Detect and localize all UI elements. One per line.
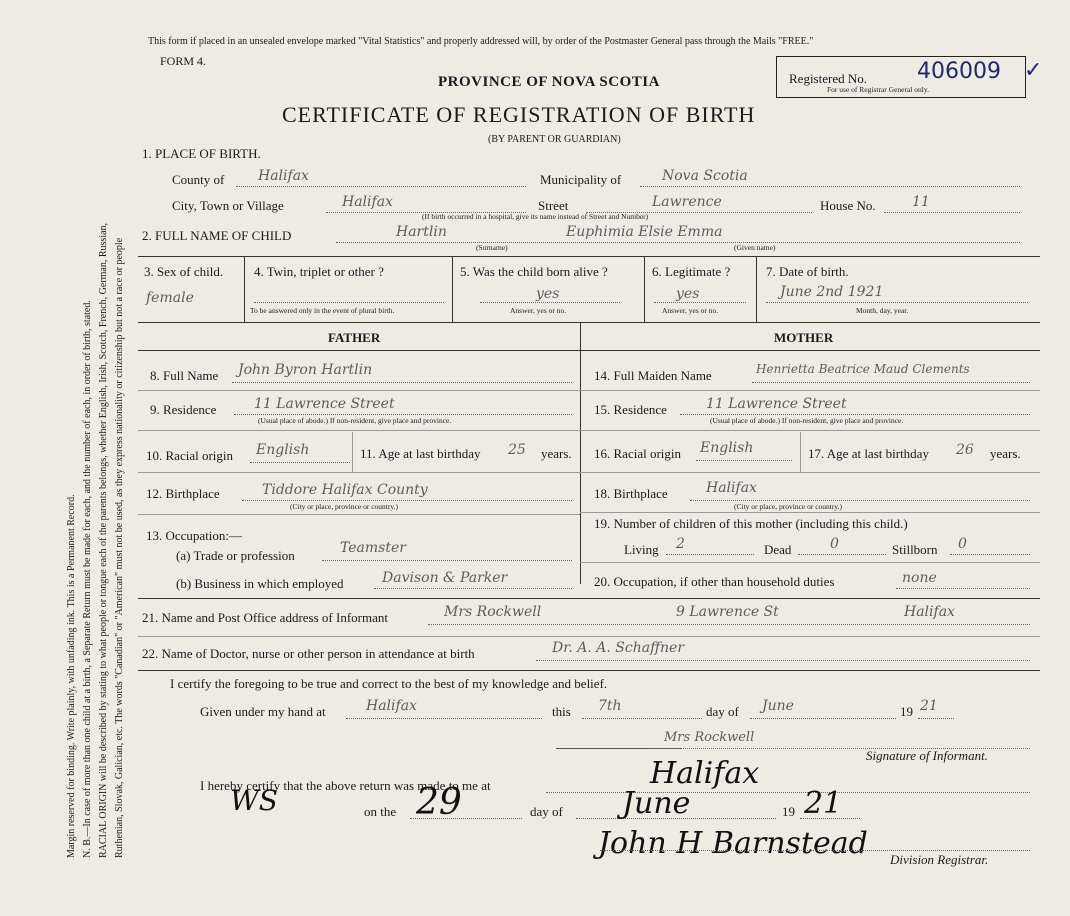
- registered-note: For use of Registrar General only.: [827, 85, 929, 94]
- margin-note-4: Ruthenian, Slovak, Galician, etc. The words "Canadian" or "American" must not be used, as they express nationality or citizenship but not a race or people: [114, 237, 125, 858]
- father-birthplace-value: Tiddore Halifax County: [262, 482, 428, 498]
- city-label: City, Town or Village: [172, 198, 284, 213]
- alive-value: yes: [536, 286, 560, 302]
- living-label: Living: [624, 542, 659, 557]
- street-label: Street: [538, 198, 569, 213]
- margin-note-3: RACIAL ORIGIN will be described by stating to what people or tongue each of the parents belongs, whether English, Irish, Scotch, French, German, Russian,: [98, 222, 109, 858]
- father-residence-value: 11 Lawrence Street: [254, 396, 395, 412]
- province-heading: PROVINCE OF NOVA SCOTIA: [438, 74, 660, 90]
- registrar-signature: John H Barnstead: [598, 826, 868, 861]
- margin-note-2: N. B.—In case of more than one child at a birth, a Separate Return must be made for each, and the number of each, in order of birth, stated.: [82, 300, 93, 858]
- certify-month: June: [762, 698, 794, 714]
- municipality-value: Nova Scotia: [662, 168, 748, 184]
- page-title: CERTIFICATE OF REGISTRATION OF BIRTH: [282, 102, 756, 127]
- county-value: Halifax: [258, 168, 309, 184]
- given-name-note: (Given name): [734, 243, 776, 252]
- twin-note: To be answered only in the event of plural birth.: [250, 306, 395, 315]
- father-birthplace-label: 12. Birthplace: [146, 486, 220, 501]
- registrar-year: 21: [804, 786, 843, 821]
- page-subtitle: (BY PARENT OR GUARDIAN): [488, 134, 621, 145]
- birth-date-note: Month, day, year.: [856, 306, 909, 315]
- certify-statement: I certify the foregoing to be true and correct to the best of my knowledge and belief.: [170, 676, 608, 691]
- margin-note-1: Margin reserved for binding. Write plainly, with unfading ink. This is a Permanent Record.: [66, 494, 77, 858]
- surname-note: (Surname): [476, 243, 508, 252]
- municipality-label: Municipality of: [540, 172, 622, 187]
- father-age-unit: years.: [541, 446, 572, 461]
- house-label: House No.: [820, 198, 876, 213]
- sex-label: 3. Sex of child.: [144, 264, 224, 279]
- registrar-on-label: on the: [364, 804, 397, 819]
- registrar-day-label: day of: [530, 804, 563, 819]
- living-value: 2: [676, 536, 685, 552]
- registrar-initials: WS: [230, 784, 278, 817]
- mother-race-value: English: [700, 440, 754, 456]
- street-value: Lawrence: [652, 194, 722, 210]
- doctor-value: Dr. A. A. Schaffner: [552, 640, 685, 656]
- margin-notes: [0, 0, 128, 916]
- informant-signature-label: Signature of Informant.: [866, 748, 988, 763]
- father-occupation-label: 13. Occupation:—: [146, 528, 243, 543]
- mother-race-label: 16. Racial origin: [594, 446, 682, 461]
- informant-address: 9 Lawrence St: [676, 604, 779, 620]
- father-birthplace-note: (City or place, province or country.): [290, 502, 399, 511]
- registrar-year-prefix: 19: [782, 804, 795, 819]
- registered-number: 406009: [917, 59, 1001, 84]
- registrar-signature-label: Division Registrar.: [890, 852, 989, 867]
- mother-occupation-label: 20. Occupation, if other than household duties: [594, 574, 835, 589]
- mother-birthplace-note: (City or place, province or country.): [734, 502, 843, 511]
- child-name-label: 2. FULL NAME OF CHILD: [142, 228, 292, 243]
- registered-label: Registered No.: [789, 71, 867, 86]
- place-heading: 1. PLACE OF BIRTH.: [142, 146, 261, 161]
- postal-note: This form if placed in an unsealed envelope marked "Vital Statistics" and properly addressed will, by order of the Postmaster General pass through the Mails "FREE.": [148, 36, 814, 47]
- registrar-statement: I hereby certify that the above return was made to me at: [200, 778, 491, 793]
- certify-year-prefix: 19: [900, 704, 913, 719]
- registrar-month: June: [622, 786, 691, 821]
- mother-age-label: 17. Age at last birthday: [808, 446, 929, 461]
- father-name-value: John Byron Hartlin: [238, 362, 373, 378]
- informant-label: 21. Name and Post Office address of Informant: [142, 610, 388, 625]
- legitimate-note: Answer, yes or no.: [662, 306, 719, 315]
- doctor-label: 22. Name of Doctor, nurse or other person in attendance at birth: [142, 646, 475, 661]
- stillborn-label: Stillborn: [892, 542, 938, 557]
- registrar-place: Halifax: [650, 756, 760, 791]
- registration-box: [776, 56, 1026, 98]
- mother-heading: MOTHER: [774, 330, 834, 345]
- stillborn-value: 0: [958, 536, 967, 552]
- dead-value: 0: [830, 536, 839, 552]
- father-trade-label: (a) Trade or profession: [176, 548, 295, 563]
- sex-value: female: [146, 290, 194, 306]
- legitimate-label: 6. Legitimate ?: [652, 264, 731, 279]
- father-race-label: 10. Racial origin: [146, 448, 234, 463]
- father-age-label: 11. Age at last birthday: [360, 446, 481, 461]
- legitimate-value: yes: [676, 286, 700, 302]
- mother-birthplace-label: 18. Birthplace: [594, 486, 668, 501]
- informant-name: Mrs Rockwell: [444, 604, 542, 620]
- father-residence-note: (Usual place of abode.) If non-resident, give place and province.: [258, 416, 452, 425]
- father-heading: FATHER: [328, 330, 381, 345]
- mother-name-label: 14. Full Maiden Name: [594, 368, 712, 383]
- informant-signature: Mrs Rockwell: [664, 730, 755, 745]
- given-label: Given under my hand at: [200, 704, 326, 719]
- mother-residence-note: (Usual place of abode.) If non-resident, give place and province.: [710, 416, 904, 425]
- mother-occupation-value: none: [902, 570, 937, 586]
- birth-date-label: 7. Date of birth.: [766, 264, 849, 279]
- child-given-name: Euphimia Elsie Emma: [566, 224, 723, 240]
- father-name-label: 8. Full Name: [150, 368, 219, 383]
- county-label: County of: [172, 172, 225, 187]
- informant-city: Halifax: [904, 604, 955, 620]
- dead-label: Dead: [764, 542, 792, 557]
- mother-birthplace-value: Halifax: [706, 480, 757, 496]
- certify-year: 21: [920, 698, 938, 714]
- registrar-day: 29: [416, 782, 462, 823]
- father-race-value: English: [256, 442, 310, 458]
- birth-date-value: June 2nd 1921: [780, 284, 884, 300]
- city-value: Halifax: [342, 194, 393, 210]
- children-count-label: 19. Number of children of this mother (including this child.): [594, 516, 908, 531]
- mother-residence-label: 15. Residence: [594, 402, 667, 417]
- this-label: this: [552, 704, 571, 719]
- twin-label: 4. Twin, triplet or other ?: [254, 264, 384, 279]
- father-business-label: (b) Business in which employed: [176, 576, 344, 591]
- certify-day: 7th: [598, 698, 622, 714]
- given-place: Halifax: [366, 698, 417, 714]
- mother-residence-value: 11 Lawrence Street: [706, 396, 847, 412]
- mother-age-value: 26: [956, 442, 974, 458]
- father-age-value: 25: [508, 442, 526, 458]
- father-trade-value: Teamster: [340, 540, 406, 556]
- child-surname: Hartlin: [396, 224, 447, 240]
- mother-age-unit: years.: [990, 446, 1021, 461]
- mother-name-value: Henrietta Beatrice Maud Clements: [756, 362, 970, 376]
- alive-label: 5. Was the child born alive ?: [460, 264, 608, 279]
- certify-day-label: day of: [706, 704, 739, 719]
- alive-note: Answer, yes or no.: [510, 306, 567, 315]
- check-mark-icon: ✓: [1024, 58, 1043, 83]
- hospital-note: (If birth occurred in a hospital, give its name instead of Street and Number): [422, 212, 649, 221]
- house-value: 11: [912, 194, 930, 210]
- form-number: FORM 4.: [160, 54, 207, 68]
- father-residence-label: 9. Residence: [150, 402, 217, 417]
- father-business-value: Davison & Parker: [382, 570, 508, 586]
